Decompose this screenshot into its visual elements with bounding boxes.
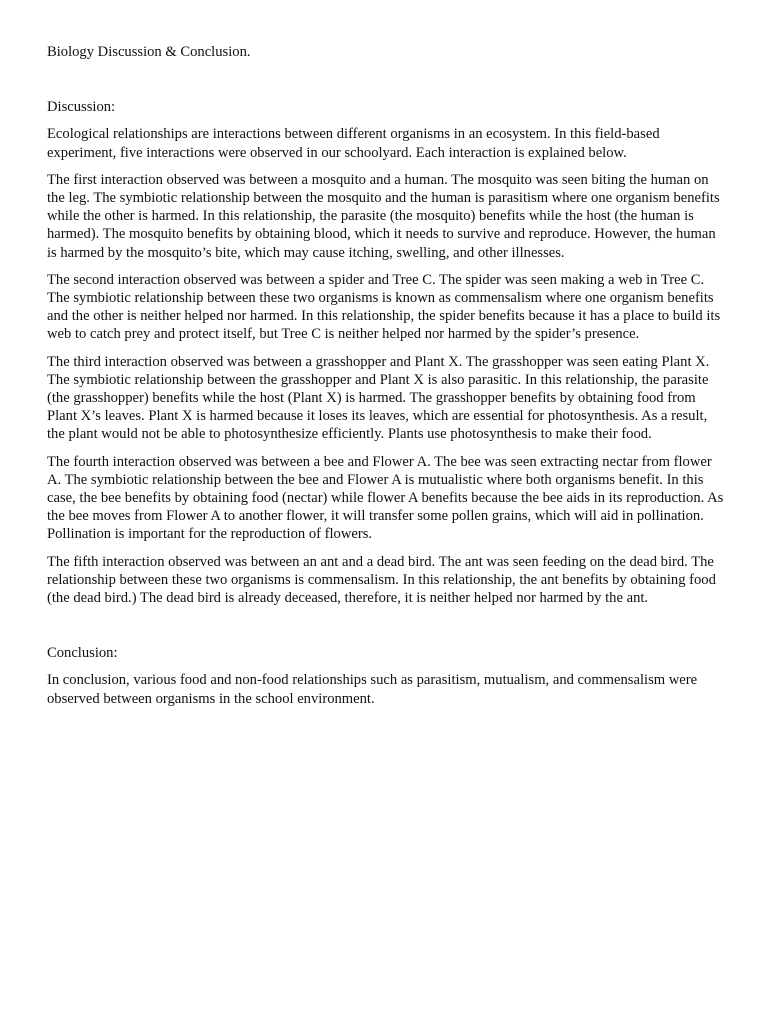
conclusion-paragraph: In conclusion, various food and non-food relationships such as parasitism, mutualism, and commensalism were observed between organisms in the school environment. — [47, 672, 698, 707]
conclusion-heading: Conclusion: — [47, 645, 118, 662]
discussion-paragraph-mosquito: The first interaction observed was between a mosquito and a human. The mosquito was seen biting the human on the leg. The symbiotic relationship between the mosquito and the human is parasitism where one organism benefits while the other is harmed. In this relationship, the parasite (the mosquito) benefits while the host (the human is harmed). The mosquito benefits by obtaining blood, which it needs to survive and reproduce. However, the human is harmed by the mosquito’s bite, which may cause itching, swelling, and other illnesses. — [47, 171, 720, 261]
discussion-paragraph-spider: The second interaction observed was between a spider and Tree C. The spider was seen making a web in Tree C. The symbiotic relationship between these two organisms is known as commensalism where one organism benefits and the other is neither helped nor harmed. In this relationship, the spider benefits because it has a place to build its web to catch prey and protect itself, but Tree C is neither helped nor harmed by the spider’s presence. — [47, 271, 721, 343]
discussion-heading: Discussion: — [47, 99, 116, 116]
document-title: Biology Discussion & Conclusion. — [47, 44, 251, 60]
document-body — [47, 43, 725, 708]
discussion-intro-paragraph: Ecological relationships are interactions between different organisms in an ecosystem. In this field-based experiment, five interactions were observed in our schoolyard. Each interaction is explained below. — [47, 126, 660, 161]
discussion-paragraph-grasshopper: The third interaction observed was between a grasshopper and Plant X. The grasshopper was seen eating Plant X. The symbiotic relationship between the grasshopper and Plant X is also parasitic. In this relationship, the parasite (the grasshopper) benefits while the host (Plant X) is harmed. The grasshopper benefits by obtaining food from Plant X’s leaves. Plant X is harmed because it loses its leaves, which are essential for photosynthesis. As a result, the plant would not be able to photosynthesize efficiently. Plants use photosynthesis to make their food. — [47, 353, 710, 443]
discussion-paragraph-bee: The fourth interaction observed was between a bee and Flower A. The bee was seen extracting nectar from flower A. The symbiotic relationship between the bee and Flower A is mutualistic where both organisms benefit. In this case, the bee benefits by obtaining food (nectar) while flower A benefits because the bee aids in its reproduction. As the bee moves from Flower A to another flower, it will transfer some pollen grains, which will aid in pollination. Pollination is important for the reproduction of flowers. — [47, 453, 724, 543]
discussion-paragraph-ant: The fifth interaction observed was between an ant and a dead bird. The ant was seen feeding on the dead bird. The relationship between these two organisms is commensalism. In this relationship, the ant benefits by obtaining food (the dead bird.) The dead bird is already deceased, therefore, it is neither helped nor harmed by the ant. — [47, 553, 716, 607]
